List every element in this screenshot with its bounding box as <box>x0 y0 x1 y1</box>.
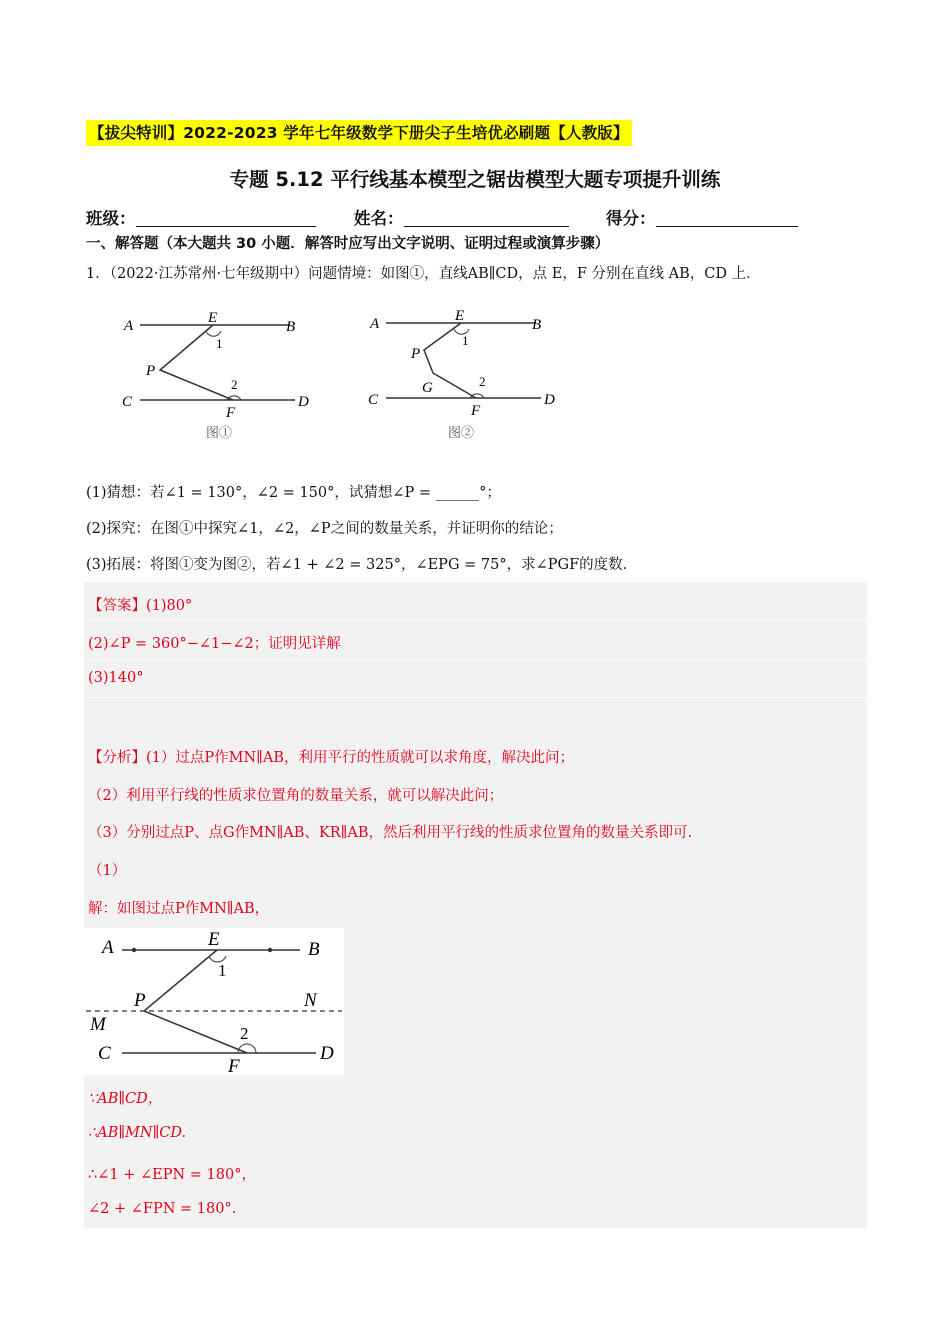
fig3-label-2: 2 <box>240 1024 249 1043</box>
figure-1 <box>110 300 330 450</box>
question-part-3: (3)拓展：将图①变为图②，若∠1 + ∠2 = 325°，∠EPG = 75°，求∠PGF的度数． <box>86 557 638 573</box>
analysis-3: （3）分别过点P、点G作MN∥AB、KR∥AB，然后利用平行线的性质求位置角的数量关系即可. <box>88 825 693 841</box>
answer-divider <box>84 697 867 698</box>
solution-part-1-heading: （1） <box>88 863 127 879</box>
solution-step-1: ∵AB∥CD， <box>88 1091 163 1107</box>
fig1-label-p: P <box>146 363 156 379</box>
fig2-label-a: A <box>370 316 380 332</box>
fig1-label-a: A <box>124 318 134 334</box>
answer-divider <box>84 619 867 620</box>
fig1-label-1: 1 <box>216 336 223 351</box>
fig2-label-d: D <box>544 392 555 408</box>
figure-2 <box>356 300 576 450</box>
solution-intro: 解：如图过点P作MN∥AB， <box>88 901 270 917</box>
analysis-2: （2）利用平行线的性质求位置角的数量关系，就可以解决此问； <box>88 788 504 804</box>
answer-3: (3)140° <box>88 670 144 686</box>
fig1-label-f: F <box>226 405 236 421</box>
fig3-label-e: E <box>208 929 220 950</box>
fig2-caption: 图② <box>448 425 475 440</box>
name-label: 姓名： <box>354 209 404 228</box>
fig3-label-1: 1 <box>218 961 227 980</box>
score-field <box>606 205 798 229</box>
fig3-label-f: F <box>228 1056 240 1075</box>
fig3-label-n: N <box>304 990 317 1011</box>
fig3-label-c: C <box>98 1043 111 1064</box>
fig2-label-1: 1 <box>462 333 469 348</box>
solution-step-4: ∠2 + ∠FPN = 180°. <box>88 1201 237 1217</box>
solution-figure <box>84 928 344 1075</box>
answer-1: 【答案】(1)80° <box>88 598 193 614</box>
fig2-label-f: F <box>471 403 481 419</box>
fig3-label-a: A <box>102 937 114 958</box>
fig3-label-p: P <box>134 990 146 1011</box>
name-field <box>354 205 569 229</box>
class-blank <box>136 209 316 227</box>
score-blank <box>656 209 798 227</box>
fig1-caption: 图① <box>206 425 233 440</box>
class-field <box>86 205 316 229</box>
fig3-label-b: B <box>308 939 320 960</box>
fig2-label-e: E <box>455 308 465 324</box>
fig1-label-c: C <box>122 394 133 410</box>
solution-step-2: ∴AB∥MN∥CD. <box>88 1125 187 1141</box>
answer-divider <box>84 659 867 660</box>
fig1-label-2: 2 <box>231 377 238 392</box>
header-banner: 【拔尖特训】2022-2023 学年七年级数学下册尖子生培优必刷题【人教版】 <box>86 120 632 146</box>
fig2-label-g: G <box>422 380 433 396</box>
analysis-1: 【分析】(1）过点P作MN∥AB，利用平行的性质就可以求角度，解决此问； <box>88 750 574 766</box>
fig2-label-p: P <box>411 346 421 362</box>
fig2-label-c: C <box>368 392 379 408</box>
page-title: 专题 5.12 平行线基本模型之锯齿模型大题专项提升训练 <box>229 168 721 191</box>
fig1-label-d: D <box>298 394 309 410</box>
class-label: 班级： <box>86 209 136 228</box>
question-part-1: (1)猜想：若∠1 = 130°，∠2 = 150°，试猜想∠P = ______°； <box>86 485 501 501</box>
fig3-label-m: M <box>90 1014 106 1035</box>
question-intro: 1．（2022·江苏常州·七年级期中）问题情境：如图①，直线AB∥CD，点 E，F 分别在直线 AB，CD 上． <box>86 266 761 282</box>
question-part-2: (2)探究：在图①中探究∠1，∠2，∠P之间的数量关系，并证明你的结论； <box>86 521 563 537</box>
score-label: 得分： <box>606 209 656 228</box>
section-heading: 一、解答题（本大题共 30 小题．解答时应写出文字说明、证明过程或演算步骤） <box>86 236 610 252</box>
solution-step-3: ∴∠1 + ∠EPN = 180°， <box>88 1167 256 1183</box>
fig1-label-b: B <box>286 319 296 335</box>
answer-2: (2)∠P = 360°−∠1−∠2；证明见详解 <box>88 636 341 652</box>
fig2-label-2: 2 <box>479 374 486 389</box>
fig1-label-e: E <box>208 310 218 326</box>
fig3-label-d: D <box>320 1043 334 1064</box>
fig2-label-b: B <box>532 317 542 333</box>
name-blank <box>404 209 569 227</box>
